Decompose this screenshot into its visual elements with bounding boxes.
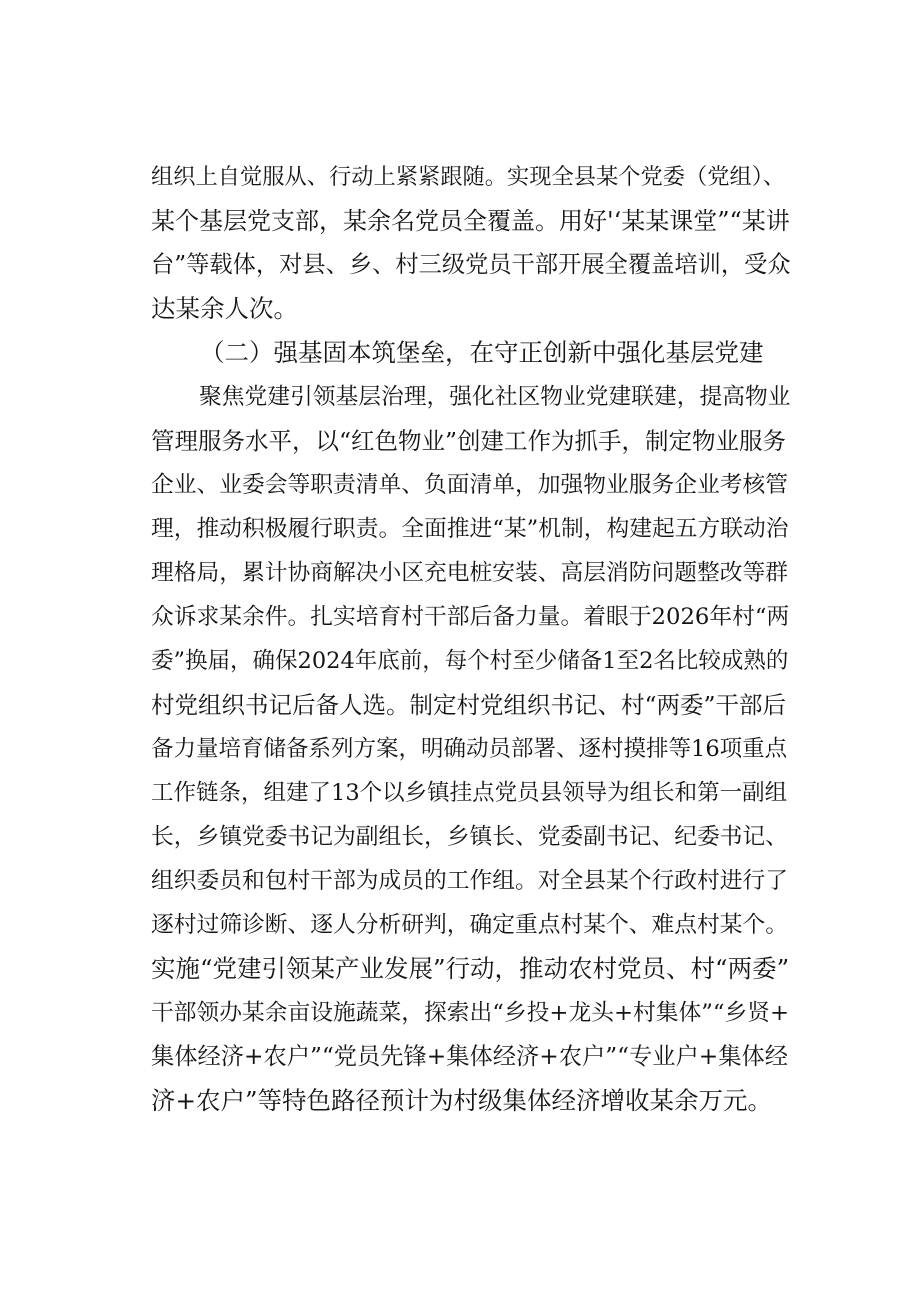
paragraph-2-line: 实施“党建引领某产业发展”行动，推动农村党员、村“两委” xyxy=(151,954,790,983)
paragraph-2-line: 企业、业委会等职责清单、负面清单，加强物业服务企业考核管 xyxy=(151,472,788,498)
paragraph-2-line: 管理服务水平，以“红色物业”创建工作为抓手，制定物业服务 xyxy=(151,427,787,455)
paragraph-2-line: 众诉求某余件。扎实培育村干部后备力量。着眼于2026年村“两 xyxy=(151,604,790,630)
paragraph-2-line: 济+农户”等特色路径预计为村级集体经济增收某余万元。 xyxy=(151,1086,773,1115)
paragraph-2-line: 备力量培育储备系列方案，明确动员部署、逐村摸排等16项重点 xyxy=(151,736,788,762)
paragraph-2-line: 理格局，累计协商解决小区充电桩安装、高层消防问题整改等群 xyxy=(151,560,788,586)
paragraph-2-line: 集体经济+农户”“党员先锋+集体经济+农户”“专业户+集体经 xyxy=(151,1043,788,1070)
section-heading: （二）强基固本筑堡垒，在守正创新中强化基层党建 xyxy=(200,338,764,367)
paragraph-2-line: 逐村过筛诊断、逐人分析研判，确定重点村某个、难点村某个。 xyxy=(151,912,788,938)
paragraph-2-line: 工作链条，组建了13个以乡镇挂点党员县领导为组长和第一副组 xyxy=(151,780,788,806)
paragraph-2-line: 村党组织书记后备人选。制定村党组织书记、村“两委”干部后 xyxy=(151,691,787,719)
paragraph-1-line: 台”等载体，对县、乡、村三级党员干部开展全覆盖培训，受众 xyxy=(151,251,791,278)
paragraph-1-line: 某个基层党支部，某余名党员全覆盖。用好'‘某某课堂”“某讲 xyxy=(151,207,790,235)
paragraph-2-line: 委”换届，确保2024年底前，每个村至少储备1至2名比较成熟的 xyxy=(151,648,789,674)
paragraph-1-line: 达某余人次。 xyxy=(151,294,298,323)
paragraph-2-line: 干部领办某余亩设施蔬菜，探索出“乡投+龙头+村集体”“乡贤+ xyxy=(151,1000,790,1026)
paragraph-2-line: 长，乡镇党委书记为副组长，乡镇长、党委副书记、纪委书记、 xyxy=(151,824,788,850)
paragraph-2-line: 理，推动积极履行职责。全面推进“某”机制，构建起五方联动治 xyxy=(151,516,789,542)
paragraph-2-line: 组织委员和包村干部为成员的工作组。对全县某个行政村进行了 xyxy=(151,868,788,894)
paragraph-2-line: 聚焦党建引领基层治理，强化社区物业党建联建，提高物业 xyxy=(199,384,791,410)
paragraph-1-line: 组织上自觉服从、行动上紧紧跟随。实现全县某个党委（党组）、 xyxy=(151,164,786,190)
